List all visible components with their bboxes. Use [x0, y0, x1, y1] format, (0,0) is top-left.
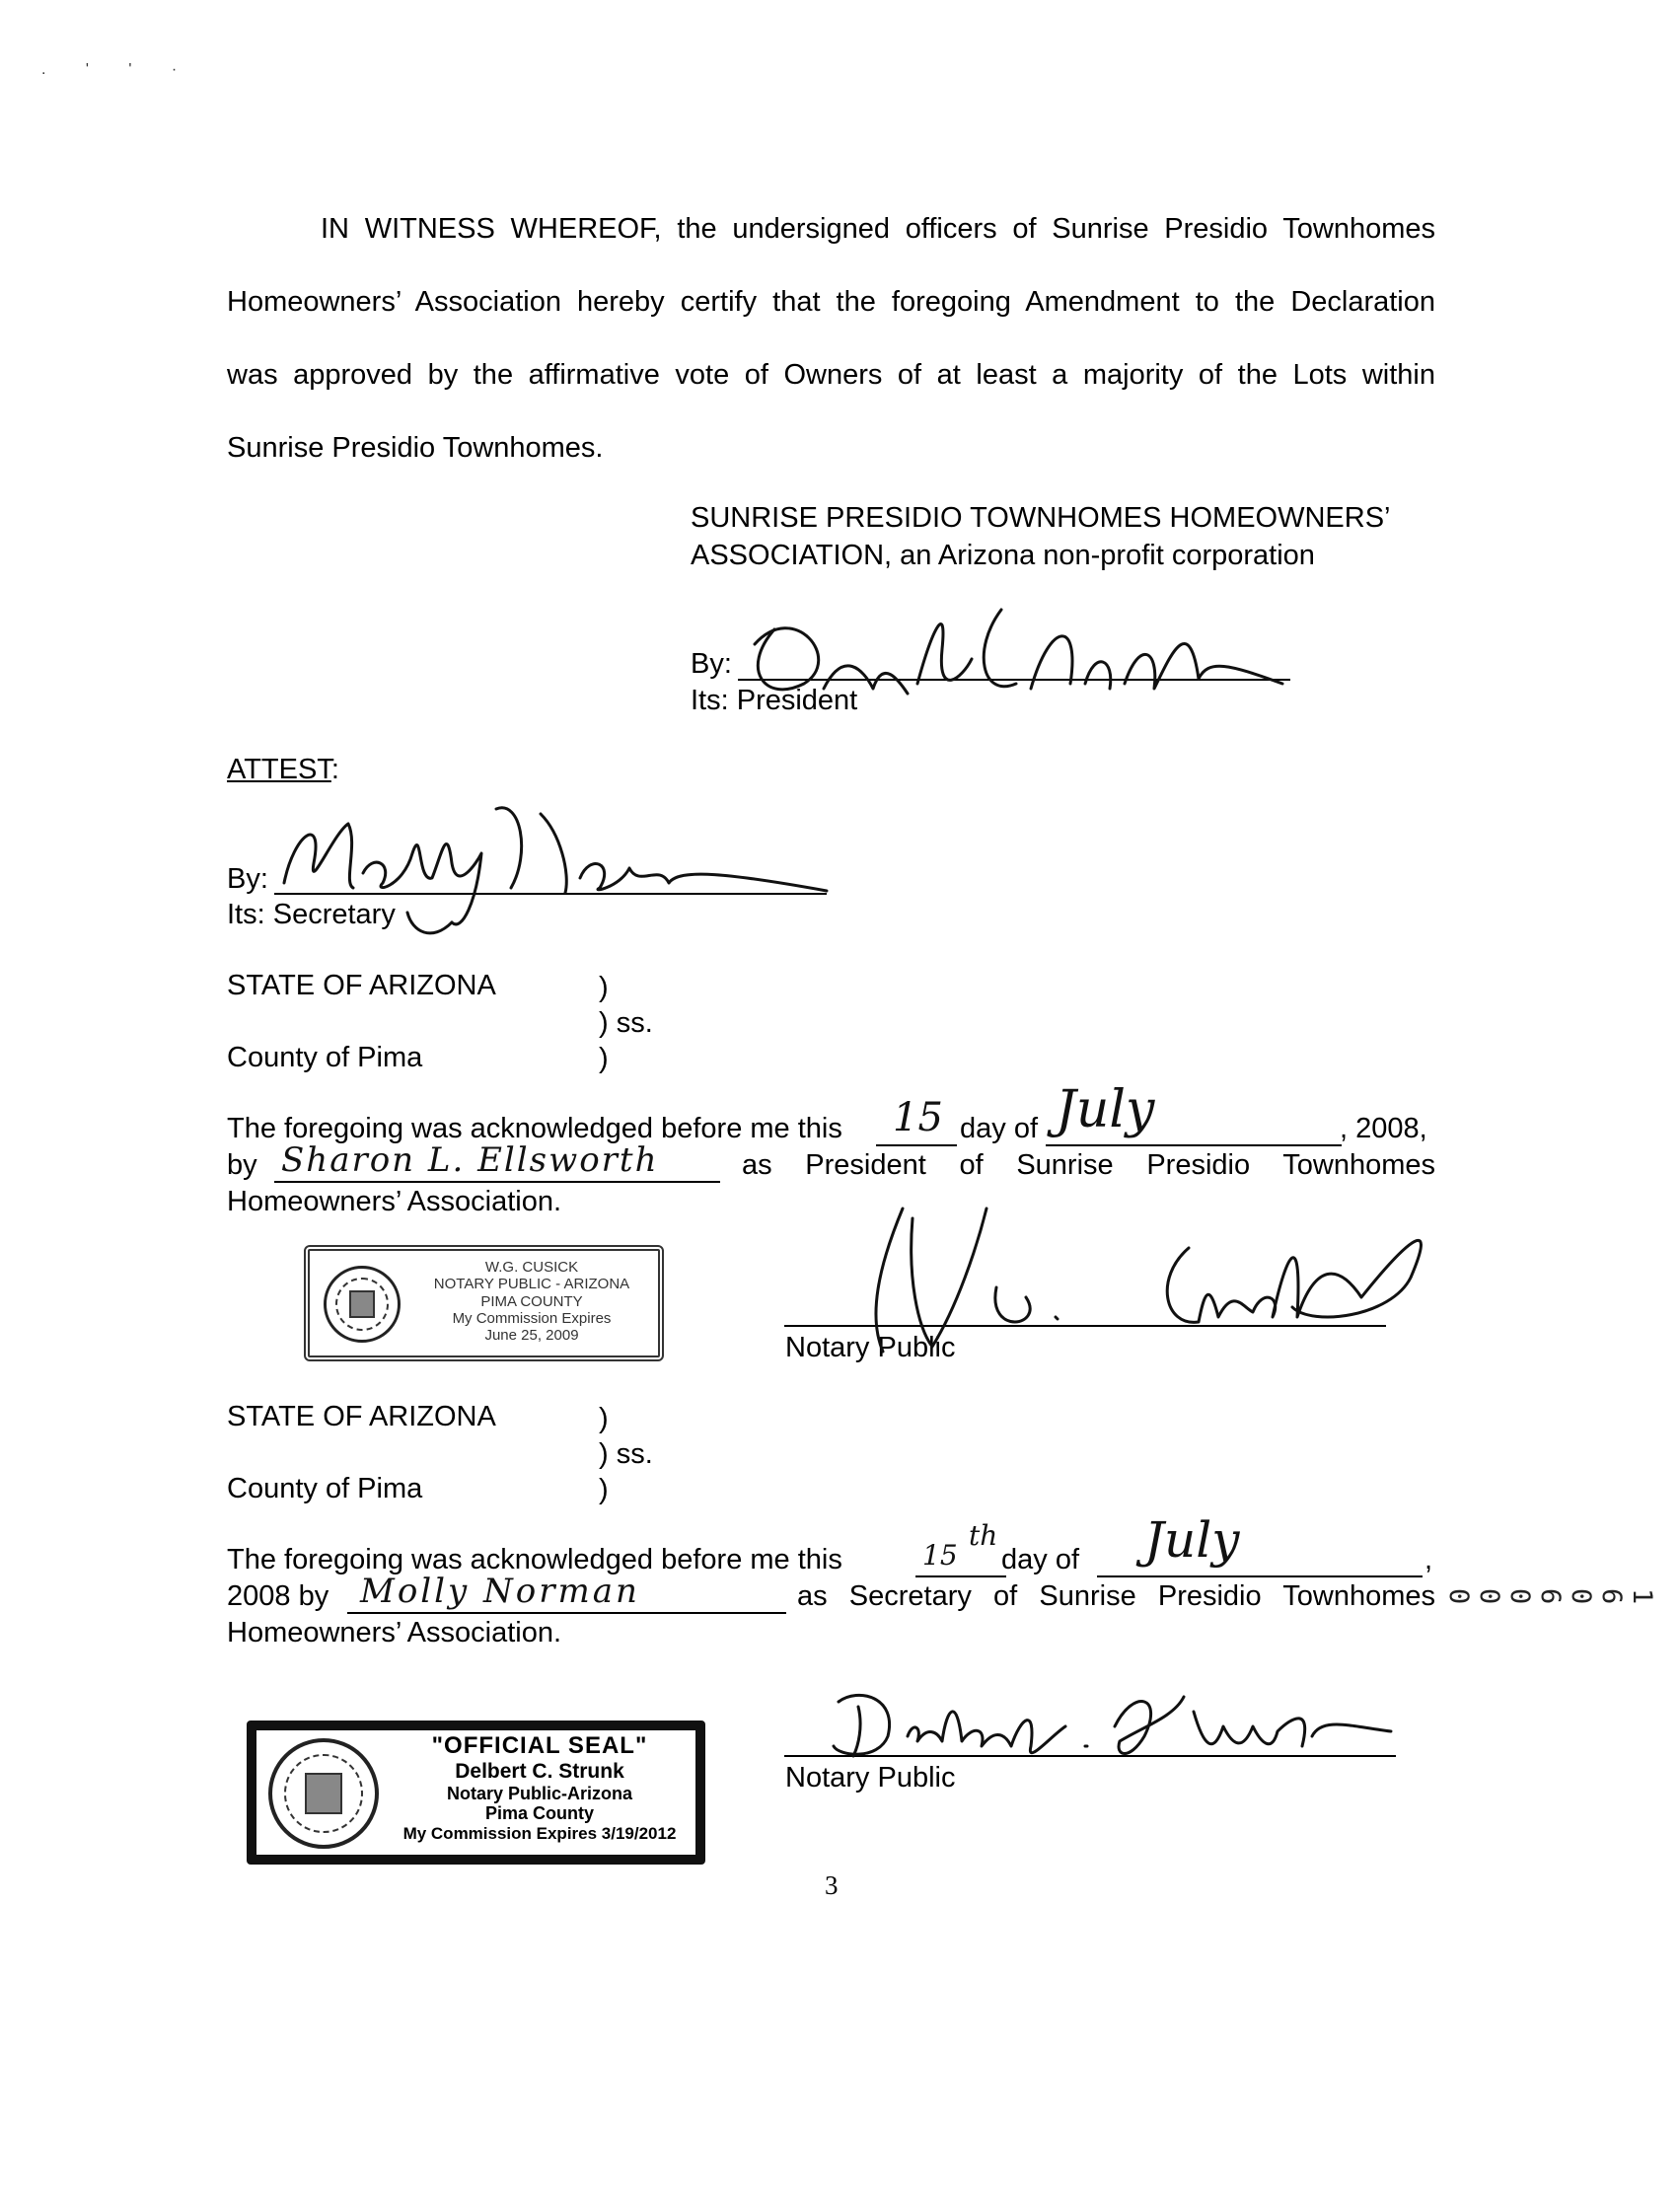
notary2-signature: [819, 1667, 1411, 1776]
president-signature: [735, 590, 1287, 718]
venue1-county: County of Pima: [227, 1042, 423, 1073]
ack1-month-line: [1046, 1144, 1342, 1146]
attest-label: ATTEST: [227, 754, 331, 785]
notary-seal-cusick: [304, 1245, 664, 1361]
seal2-county: Pima County: [484, 1803, 594, 1824]
venue2-paren-top: ): [599, 1403, 609, 1434]
ack1-day-handwritten: 15: [893, 1095, 943, 1140]
association-name-line-2: ASSOCIATION, an Arizona non-profit corporation: [691, 540, 1315, 571]
ack2-comma: ,: [1424, 1544, 1433, 1575]
ack2-name-line: [347, 1612, 786, 1614]
witness-line-2: Homeowners’ Association hereby certify that the foregoing Amendment to the Declaration: [227, 286, 1435, 318]
seal1-title: NOTARY PUBLIC - ARIZONA: [433, 1276, 630, 1293]
scan-marks: . ' ' ·: [41, 61, 195, 78]
ack2-month-handwritten: July: [1144, 1511, 1240, 1569]
ack1-by: by: [227, 1149, 257, 1181]
seal2-expires: My Commission Expires 3/19/2012: [402, 1824, 677, 1844]
venue2-paren-ss: ) ss.: [599, 1438, 653, 1470]
page-number: 3: [825, 1870, 839, 1900]
attest-colon: :: [330, 754, 339, 785]
secretary-title: Its: Secretary: [227, 899, 396, 930]
ack1-name-handwritten: Sharon L. Ellsworth: [281, 1140, 659, 1180]
seal1-name: W.G. CUSICK: [484, 1259, 579, 1276]
seal1-expires-label: My Commission Expires: [452, 1309, 612, 1327]
side-stamp: 1 6 0 6 0 0 0: [1443, 1588, 1657, 1608]
attest-heading: [227, 753, 339, 786]
witness-line-1: IN WITNESS WHEREOF, the undersigned officers of Sunrise Presidio Townhomes: [321, 213, 1435, 245]
association-name-line-1: SUNRISE PRESIDIO TOWNHOMES HOMEOWNERS’: [691, 502, 1391, 534]
seal1-expires-date: June 25, 2009: [484, 1327, 579, 1344]
state-seal-emblem: [268, 1738, 379, 1849]
ack2-day-suffix-handwritten: th: [969, 1519, 998, 1552]
ack1-day-line: [876, 1144, 957, 1146]
secretary-signature: [264, 794, 837, 962]
witness-line-3: was approved by the affirmative vote of Owners of at least a majority of the Lots within: [227, 359, 1435, 391]
notary2-label: Notary Public: [785, 1762, 956, 1794]
venue2-state: STATE OF ARIZONA: [227, 1401, 496, 1432]
ack1-year: , 2008,: [1340, 1113, 1427, 1144]
seal2-heading: "OFFICIAL SEAL": [431, 1732, 648, 1759]
president-title: Its: President: [691, 685, 858, 716]
venue1-paren-ss: ) ss.: [599, 1007, 653, 1039]
venue1-paren-bottom: ): [599, 1043, 609, 1074]
ack2-prefix: The foregoing was acknowledged before me this: [227, 1544, 842, 1575]
notary1-label: Notary Public: [785, 1332, 956, 1363]
ack1-name-line: [274, 1181, 720, 1183]
notary-seal-strunk: [247, 1721, 705, 1865]
ack2-year-by: 2008 by: [227, 1580, 329, 1612]
ack1-month-handwritten: July: [1056, 1080, 1155, 1139]
notary1-signature: [848, 1189, 1440, 1366]
ack2-day-of: day of: [1001, 1544, 1079, 1575]
ack2-day-handwritten: 15: [922, 1539, 958, 1572]
ack2-name-handwritten: Molly Norman: [360, 1572, 640, 1611]
secretary-by-label: By:: [227, 863, 268, 895]
venue1-paren-top: ): [599, 972, 609, 1003]
venue2-county: County of Pima: [227, 1473, 423, 1504]
ack1-role: as President of Sunrise Presidio Townhomes: [742, 1149, 1435, 1181]
ack1-association: Homeowners’ Association.: [227, 1186, 562, 1217]
seal2-title: Notary Public-Arizona: [446, 1783, 633, 1803]
president-by-label: By:: [691, 648, 732, 680]
ack2-month-line: [1097, 1575, 1423, 1577]
ack2-association: Homeowners’ Association.: [227, 1617, 562, 1648]
venue2-paren-bottom: ): [599, 1474, 609, 1505]
seal1-county: PIMA COUNTY: [480, 1292, 583, 1310]
ack2-role: as Secretary of Sunrise Presidio Townhomes: [797, 1580, 1435, 1612]
ack1-day-of: day of: [960, 1113, 1038, 1144]
seal2-name: Delbert C. Strunk: [455, 1759, 624, 1783]
ack1-prefix: The foregoing was acknowledged before me this: [227, 1113, 842, 1144]
ack2-day-line: [915, 1575, 1006, 1577]
state-seal-emblem: [324, 1266, 401, 1343]
venue1-state: STATE OF ARIZONA: [227, 970, 496, 1001]
witness-line-4: Sunrise Presidio Townhomes.: [227, 432, 604, 464]
